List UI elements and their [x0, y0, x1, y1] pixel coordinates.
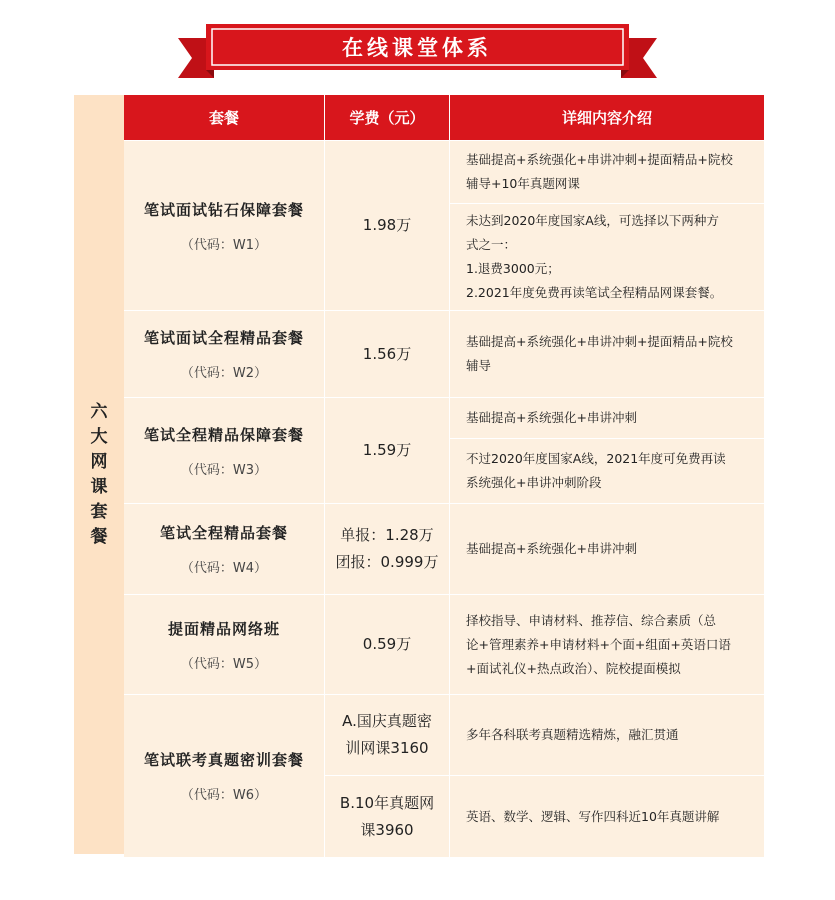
header-fee: 学费（元）: [325, 95, 449, 140]
detail-line: 多年各科联考真题精选精炼，融汇贯通: [466, 727, 679, 742]
detail-line: 1.退费3000元；: [466, 261, 560, 276]
side-category-label: [74, 95, 124, 854]
title-ribbon: [0, 0, 835, 90]
package-cell-w1: [124, 141, 324, 310]
package-fee: 0.59万: [362, 635, 412, 653]
package-code: （代码：W2）: [180, 366, 268, 381]
fee-cell-w3: [325, 398, 449, 503]
detail-line: 辅导: [466, 358, 492, 373]
detail-line: 基础提高+系统强化+串讲冲刺: [466, 410, 637, 425]
side-char: 套: [90, 501, 108, 522]
header-detail: 详细内容介绍: [450, 95, 764, 140]
detail-cell-w6-b: [450, 776, 764, 857]
detail-line: +面试礼仪+热点政治）、院校提面模拟: [466, 660, 681, 676]
fee-line: 课3960: [360, 820, 414, 839]
header-package: 套餐: [124, 95, 324, 140]
detail-line: 英语、数学、逻辑、写作四科近10年真题讲解: [466, 808, 720, 824]
package-fee: 1.59万: [362, 441, 412, 459]
detail-cell-w2: [450, 311, 764, 397]
package-cell-w3: [124, 398, 324, 503]
package-name: 提面精品网络班: [167, 619, 280, 638]
side-char: 课: [90, 476, 108, 497]
package-fee: [340, 790, 434, 844]
package-name: 笔试面试钻石保障套餐: [143, 200, 304, 219]
package-code: （代码：W3）: [180, 462, 268, 478]
side-char: 餐: [90, 526, 108, 547]
package-name: 笔试联考真题密训套餐: [143, 751, 304, 769]
detail-cell-w3: [450, 398, 764, 503]
detail-block: [450, 439, 764, 503]
fee-cell-w2: [325, 311, 449, 397]
detail-cell-w5: [450, 595, 764, 694]
detail-block: [450, 398, 764, 438]
package-name: 笔试面试全程精品套餐: [143, 329, 304, 347]
package-cell-w5: [124, 595, 324, 694]
fee-cell-w4: [325, 504, 449, 594]
fee-cell-w6-b: [325, 776, 449, 857]
fee-line: 团报：0.999万: [335, 553, 439, 571]
detail-line: 择校指导、申请材料、推荐信、综合素质（总: [466, 612, 717, 628]
package-fee: [336, 522, 439, 576]
package-cell-w2: [124, 311, 324, 397]
fee-line: 单报：1.28万: [340, 526, 434, 544]
fee-cell-w5: [325, 595, 449, 694]
fee-line: A.国庆真题密: [342, 712, 432, 730]
package-cell-w4: [124, 504, 324, 594]
detail-line: 辅导+10年真题网课: [466, 176, 580, 191]
detail-line: 不过2020年度国家A线，2021年度可免费再读: [466, 451, 726, 466]
detail-line: 基础提高+系统强化+串讲冲刺: [466, 541, 637, 556]
package-fee: 1.98万: [362, 216, 412, 234]
course-table: [124, 95, 762, 857]
detail-cell-w1: [450, 141, 764, 310]
side-char: 网: [90, 451, 108, 472]
fee-line: 训网课3160: [345, 739, 429, 757]
detail-cell-w4: [450, 504, 764, 594]
detail-line: 系统强化+串讲冲刺阶段: [466, 475, 602, 490]
package-fee: 1.56万: [362, 344, 412, 363]
package-cell-w6: [124, 695, 324, 857]
side-category-column: [74, 95, 124, 854]
detail-line: 基础提高+系统强化+串讲冲刺+提面精品+院校: [466, 152, 733, 167]
detail-line: 2.2021年度免费再读笔试全程精品网课套餐。: [466, 285, 723, 300]
detail-line: 式之一：: [466, 237, 517, 252]
fee-line: B.10年真题网: [339, 793, 435, 812]
package-code: （代码：W1）: [180, 237, 268, 253]
package-code: （代码：W5）: [180, 656, 268, 672]
detail-block: [450, 141, 764, 203]
detail-line: 论+管理素养+申请材料+个面+组面+英语口语: [466, 636, 731, 652]
detail-cell-w6-a: [450, 695, 764, 775]
package-name: 笔试全程精品保障套餐: [143, 425, 304, 444]
detail-block: [450, 204, 764, 310]
fee-cell-w6-a: [325, 695, 449, 775]
package-code: （代码：W4）: [180, 561, 268, 576]
detail-line: 基础提高+系统强化+串讲冲刺+提面精品+院校: [466, 334, 733, 349]
side-char: 六: [90, 401, 108, 422]
page-title: 在线课堂体系: [342, 36, 492, 60]
side-char: 大: [90, 426, 108, 447]
package-code: （代码：W6）: [180, 788, 268, 803]
package-name: 笔试全程精品套餐: [159, 524, 288, 542]
detail-line: 未达到2020年度国家A线，可选择以下两种方: [466, 213, 719, 228]
fee-cell-w1: [325, 141, 449, 310]
package-fee: [342, 708, 432, 762]
